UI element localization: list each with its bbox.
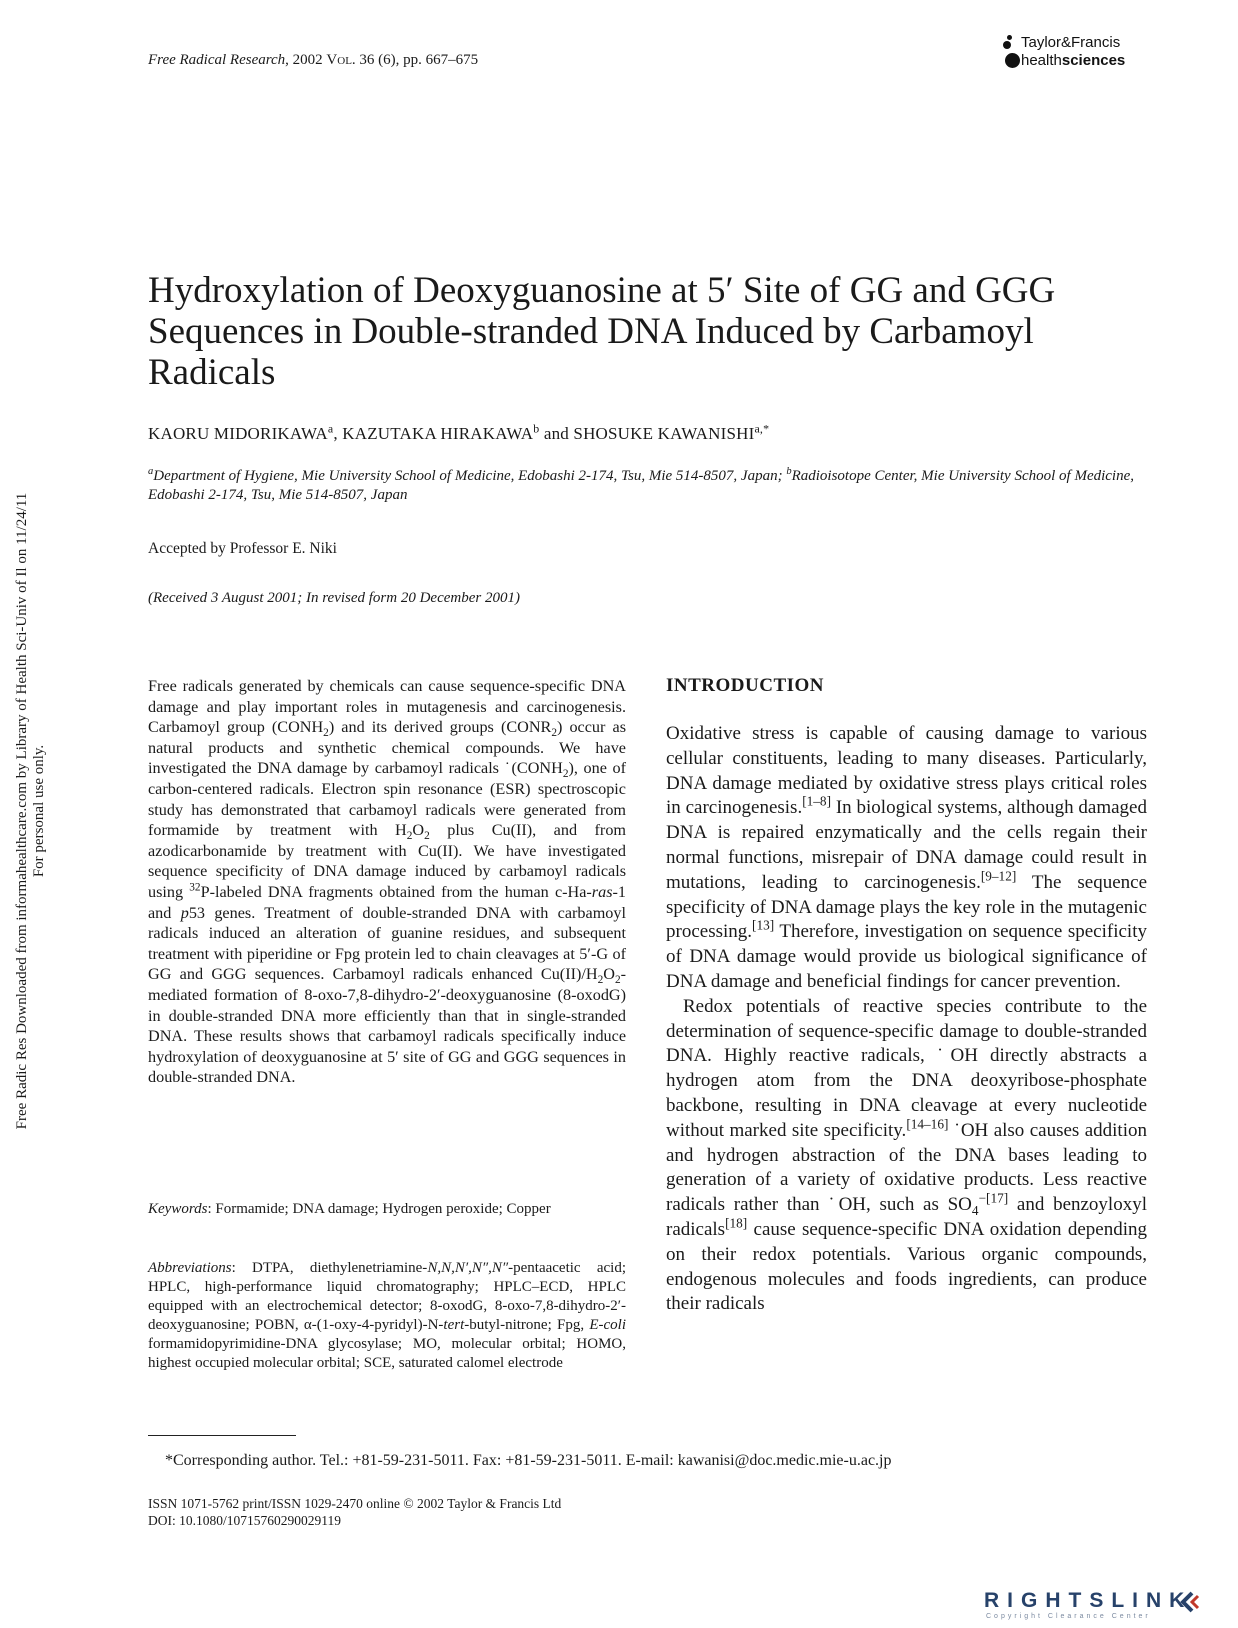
- citation: [1–8]: [802, 794, 832, 810]
- citation: [17]: [986, 1190, 1009, 1206]
- affiliations: $^a$Department of Hygiene, Mie University School of Medicine, Edobashi 2-174, Tsu, Mie 514-8507, Japan; $^b$Radioisotope Center, Mie University School of Medicine, Edobashi 2-174, Tsu, Mie 514-8507, Japan: [148, 466, 1134, 503]
- intro-paragraph: Redox potentials of reactive species contribute to the determination of sequence-specific damage to double-stranded DNA. Highly reactive radicals, ˙OH directly abstracts a hydrogen atom from the DNA deoxyribose-phosphate backbone, resulting in DNA cleavage at every nucleotide without marked site specificity.[14–16] ˙OH also causes addition and hydrogen abstraction of the DNA bases leading to generation of a variety of oxidative products. Less reactive radicals rather than ˙OH, such as $SO_4^{-[17]}$ and benzoyloxyl radicals[18] cause sequence-specific DNA oxidation depending on their redox potentials. Various organic compounds, endogenous molecules and foods ingredients, can produce their radicals: [666, 995, 1148, 1315]
- section-heading-introduction: INTRODUCTION: [666, 675, 825, 696]
- author-list: KAORU MIDORIKAWA$^a$, KAZUTAKA HIRAKAWA$^b$ and SHOSUKE $KAWANISHI^{a,*}$: [148, 421, 770, 443]
- publisher-logo-icon: [1003, 33, 1021, 73]
- rightslink-logo: RIGHTSLINK Copyright Clearance Center: [984, 1589, 1204, 1621]
- received-dates: (Received 3 August 2001; In revised form 20 December 2001): [148, 590, 520, 606]
- keywords: Keywords: Formamide; DNA damage; Hydrogen peroxide; Copper: [148, 1201, 551, 1217]
- download-watermark: Free Radic Res Downloaded from informahealthcare.com by Library of Health Sci-Univ of Il on 11/24/11 For personal use only.: [14, 492, 47, 1130]
- intro-paragraph: Oxidative stress is capable of causing damage to various cellular constituents, leading to many diseases. Particularly, DNA damage mediated by oxidative stress plays critical roles in carcinogenesis.[1–8] In biological systems, although damaged DNA is repaired enzymatically and the cells regain their normal functions, misrepair of DNA damage could result in mutations, leading to carcinogenesis.[9–12] The sequence specificity of DNA damage plays the key role in the mutagenic processing.[13] Therefore, investigation on sequence specificity of DNA damage would provide us biological significance of DNA damage and beneficial findings for cancer prevention.: [666, 723, 1147, 992]
- publisher-logo: Taylor&Francis healthsciences: [1003, 33, 1153, 73]
- journal-citation: Free Radical Research, 2002 Vol. 36 (6), pp. 667–675: [148, 52, 479, 68]
- article-title: Hydroxylation of Deoxyguanosine at 5′ Site of GG and GGG Sequences in Double-stranded DNA Induced by Carbamoyl Radicals: [148, 270, 1056, 393]
- issn-doi: [148, 1495, 561, 1529]
- author-name: KAORU MIDORIKAWA: [148, 424, 328, 443]
- citation: [9–12]: [980, 868, 1017, 884]
- citation: [13]: [752, 918, 775, 934]
- author-name: KAZUTAKA HIRAKAWA: [342, 424, 534, 443]
- abstract: Free radicals generated by chemicals can cause sequence-specific DNA damage and play important roles in mutagenesis and carcinogenesis. Carbamoyl group $(CONH_2)$ and its derived groups $(CONR_2)$ occur as natural products and synthetic chemical compounds. We have investigated the DNA damage by carbamoyl radicals $˙(CONH_2)$, one of carbon-centered radicals. Electron spin resonance (ESR) spectroscopic study has demonstrated that carbamoyl radicals were generated from formamide by treatment with $H_2O_2$ plus Cu(II), and from azodicarbonamide by treatment with Cu(II). We have investigated sequence specificity of DNA damage induced by carbamoyl radicals using $^{32}$P-labeled DNA fragments obtained from the human c-Ha-ras-1 and p53 genes. Treatment of double-stranded DNA with carbamoyl radicals induced an alteration of guanine residues, and subsequent treatment with piperidine or Fpg protein led to chain cleavages at 5′-G of GG and GGG sequences. Carbamoyl radicals enhanced $Cu(II)/H_2O_2$-mediated formation of 8-oxo-7,8-dihydro-2′-deoxyguanosine (8-oxodG) in double-stranded DNA more efficiently than that in single-stranded DNA. These results shows that carbamoyl radicals specifically induce hydroxylation of deoxyguanosine at 5′ site of GG and GGG sequences in double-stranded DNA.: [148, 677, 627, 1087]
- corresponding-author-note: *Corresponding author. Tel.: +81-59-231-5011. Fax: +81-59-231-5011. E-mail: kawanisi@doc.medic.mie-u.ac.jp: [165, 1452, 892, 1469]
- abbreviations: Abbreviations: DTPA, diethylenetriamine-N,N,N′,N″,N″-pentaacetic acid; HPLC, high-performance liquid chromatography; HPLC–ECD, HPLC equipped with an electrochemical detector; 8-oxodG, 8-oxo-7,8-dihydro-2′-deoxyguanosine; POBN, α-(1-oxy-4-pyridyl)-N-tert-butyl-nitrone; Fpg, E-coli formamidopyrimidine-DNA glycosylase; MO, molecular orbital; HOMO, highest occupied molecular orbital; SCE, saturated calomel electrode: [148, 1260, 626, 1371]
- citation: [14–16]: [906, 1116, 949, 1132]
- citation: [18]: [725, 1215, 748, 1231]
- rightslink-arrow-icon: [1180, 1591, 1200, 1613]
- issn-line: ISSN 1071-5762 print/ISSN 1029-2470 online © 2002 Taylor & Francis Ltd: [148, 1496, 562, 1511]
- doi-line: DOI: 10.1080/10715760290029119: [148, 1513, 341, 1528]
- introduction-body: [666, 722, 1147, 1317]
- accepted-by: Accepted by Professor E. Niki: [148, 540, 337, 557]
- footnote-divider: [148, 1435, 296, 1436]
- author-name: SHOSUKE KAWANISHI: [573, 424, 755, 443]
